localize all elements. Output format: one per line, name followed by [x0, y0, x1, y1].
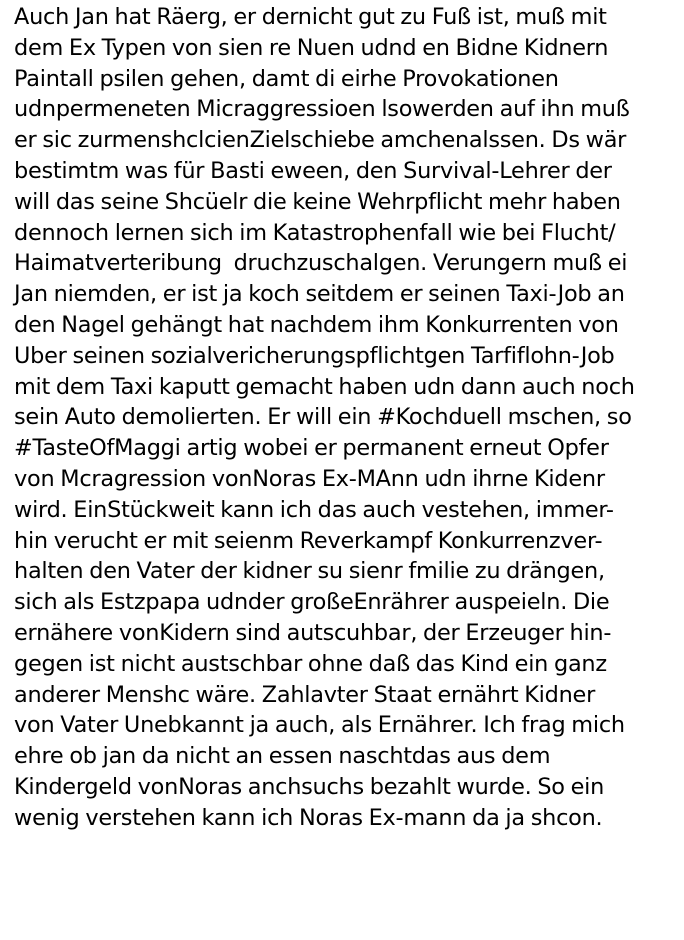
- text-line: sich als Estzpapa udnder großeEnrährer auspeieln. Die: [14, 589, 610, 616]
- text-line: mit dem Taxi kaputt gemacht haben udn dann auch noch: [14, 373, 635, 400]
- text-line: Haimatverteribung druchzuschalgen. Verungern muß ei: [14, 250, 628, 277]
- text-line: Uber seinen sozialvericherungspflichtgen Tarfiflohn-Job: [14, 342, 615, 369]
- text-line: sein Auto demolierten. Er will ein #Kochduell mschen, so: [14, 404, 632, 431]
- text-line: er sic zurmenshclcienZielschiebe amchenalssen. Ds wär: [14, 127, 627, 154]
- text-line: halten den Vater der kidner su sienr fmilie zu drängen,: [14, 558, 605, 585]
- text-line: Auch Jan hat Räerg, er dernicht gut zu Fuß ist, muß mit: [14, 4, 607, 30]
- text-line: Paintall psilen gehen, damt di eirhe Provokationen: [14, 65, 559, 92]
- text-line: ehre ob jan da nicht an essen naschtdas aus dem: [14, 743, 551, 770]
- text-line: udnpermeneten Micraggressioen lsowerden auf ihn muß: [14, 96, 630, 123]
- body-text: [14, 2, 682, 834]
- text-line: anderer Menshc wäre. Zahlavter Staat ernährt Kidner: [14, 681, 596, 708]
- text-line: wird. EinStückweit kann ich das auch vestehen, immer-: [14, 496, 614, 523]
- text-line: Jan niemden, er ist ja koch seitdem er seinen Taxi-Job an: [14, 281, 625, 308]
- text-line: dem Ex Typen von sien re Nuen udnd en Bidne Kidnern: [14, 34, 609, 61]
- text-line: bestimtm was für Basti eween, den Survival-Lehrer der: [14, 157, 612, 184]
- text-line: von Vater Unebkannt ja auch, als Ernährer. Ich frag mich: [14, 712, 625, 739]
- text-line: den Nagel gehängt hat nachdem ihm Konkurrenten von: [14, 311, 619, 338]
- text-line: gegen ist nicht austschbar ohne daß das Kind ein ganz: [14, 650, 607, 677]
- text-line: dennoch lernen sich im Katastrophenfall wie bei Flucht/: [14, 219, 616, 246]
- text-line: ernähere vonKidern sind autscuhbar, der Erzeuger hin-: [14, 619, 612, 646]
- text-line: wenig verstehen kann ich Noras Ex-mann da ja shcon.: [14, 804, 603, 831]
- text-line: will das seine Shcüelr die keine Wehrpflicht mehr haben: [14, 188, 621, 215]
- text-line: hin verucht er mit seienm Reverkampf Konkurrenzver-: [14, 527, 603, 554]
- text-line: Kindergeld vonNoras anchsuchs bezahlt wurde. So ein: [14, 773, 605, 800]
- text-line: von Mcragression vonNoras Ex-MAnn udn ihrne Kidenr: [14, 465, 605, 492]
- text-line: #TasteOfMaggi artig wobei er permanent erneut Opfer: [14, 435, 609, 462]
